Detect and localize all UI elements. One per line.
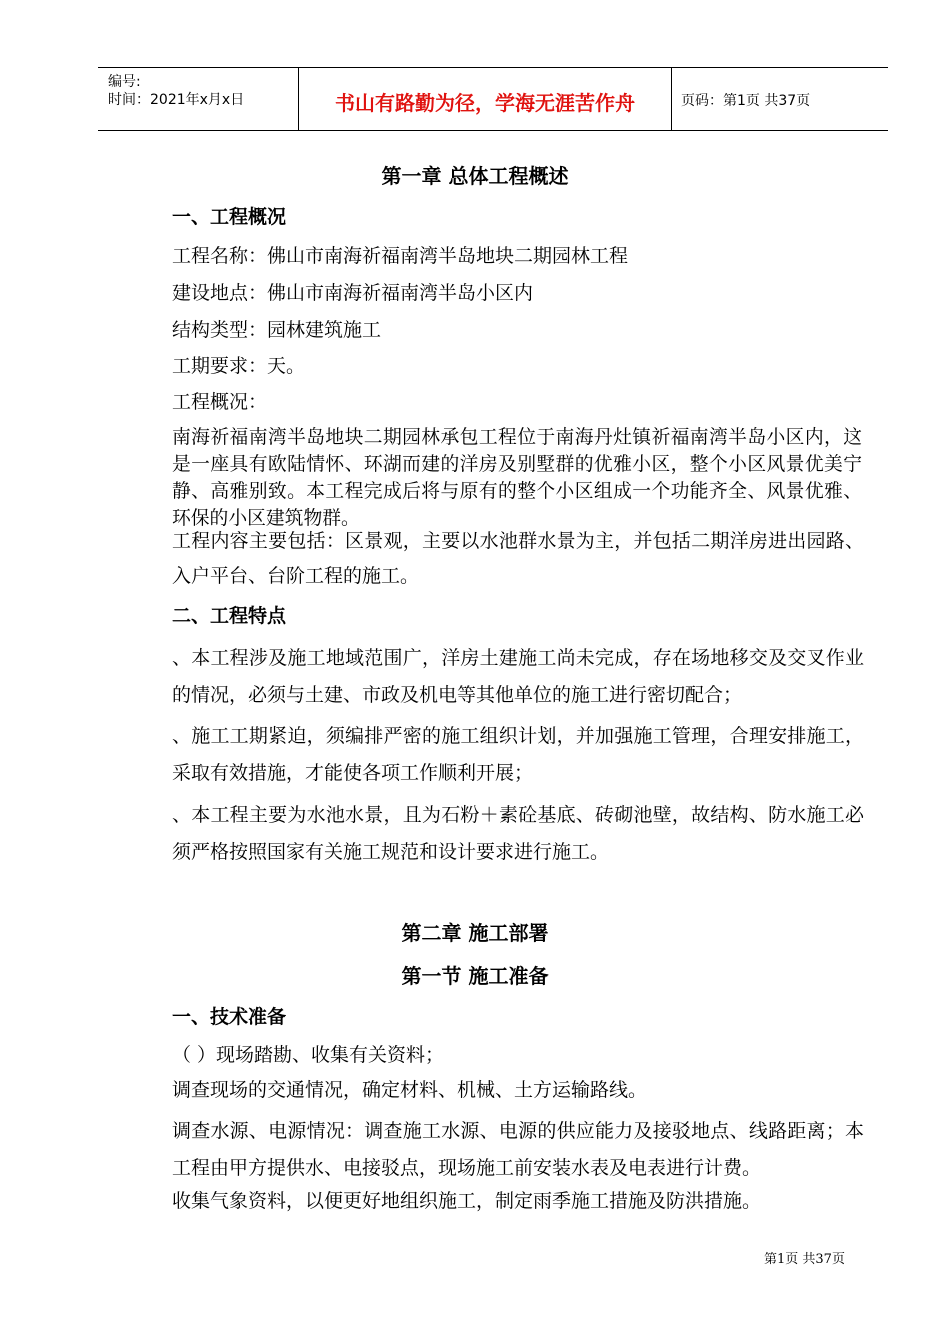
overview-paragraph: 南海祈福南湾半岛地块二期园林承包工程位于南海丹灶镇祈福南湾半岛小区内，这是一座具有欧陆情怀、环湖而建的洋房及别墅群的优雅小区，整个小区风景优美宁静、高雅别致。本工程完成后将与原有的整个小区组成一个功能齐全、风景优雅、环保的小区建筑物群。	[172, 427, 862, 529]
header-motto-cell	[298, 68, 672, 130]
project-location-line: 建设地点：佛山市南海祈福南湾半岛小区内	[172, 282, 534, 304]
survey-line: （ ）现场踏勘、收集有关资料；	[172, 1044, 445, 1066]
section-1-title: 一、工程概况	[172, 206, 287, 228]
header-page-cell	[671, 68, 888, 130]
weather-line: 收集气象资料，以便更好地组织施工，制定雨季施工措施及防洪措施。	[172, 1190, 762, 1212]
water-power-paragraph: 调查水源、电源情况：调查施工水源、电源的供应能力及接驳地点、线路距离；本工程由甲方提供水、电接驳点，现场施工前安装水表及电表进行计费。	[172, 1120, 864, 1179]
document-time-label: 时间：2021年x月x日	[108, 92, 245, 108]
traffic-line: 调查现场的交通情况，确定材料、机械、土方运输路线。	[172, 1079, 648, 1101]
section-prep-title: 第一节 施工准备	[401, 964, 549, 988]
feature-item-1: 、本工程涉及施工地域范围广，洋房土建施工尚未完成，存在场地移交及交叉作业的情况，必须与土建、市政及机电等其他单位的施工进行密切配合；	[172, 647, 864, 706]
header-page-info: 页码：第1页 共37页	[681, 93, 811, 109]
feature-item-2: 、施工工期紧迫，须编排严密的施工组织计划，并加强施工管理，合理安排施工，采取有效措施，才能使各项工作顺利开展；	[172, 725, 864, 784]
section-2-title: 二、工程特点	[172, 605, 287, 627]
schedule-line: 工期要求：天。	[172, 355, 306, 377]
document-number-label: 编号:	[108, 74, 141, 90]
structure-type-line: 结构类型：园林建筑施工	[172, 319, 382, 341]
page-header	[98, 67, 888, 131]
project-name-line: 工程名称：佛山市南海祈福南湾半岛地块二期园林工程	[172, 245, 629, 267]
header-info-cell	[98, 68, 298, 130]
chapter-2-title: 第二章 施工部署	[401, 921, 549, 945]
scope-paragraph: 工程内容主要包括：区景观，主要以水池群水景为主，并包括二期洋房进出园路、入户平台、台阶工程的施工。	[172, 530, 864, 587]
footer-page-number: 第1页 共37页	[764, 1252, 845, 1267]
tech-prep-title: 一、技术准备	[172, 1006, 287, 1028]
feature-item-3: 、本工程主要为水池水景，且为石粉＋素砼基底、砖砌池壁，故结构、防水施工必须严格按照国家有关施工规范和设计要求进行施工。	[172, 804, 864, 863]
header-motto: 书山有路勤为径，学海无涯苦作舟	[335, 91, 635, 115]
chapter-1-title: 第一章 总体工程概述	[381, 164, 569, 188]
overview-label-line: 工程概况：	[172, 391, 268, 413]
